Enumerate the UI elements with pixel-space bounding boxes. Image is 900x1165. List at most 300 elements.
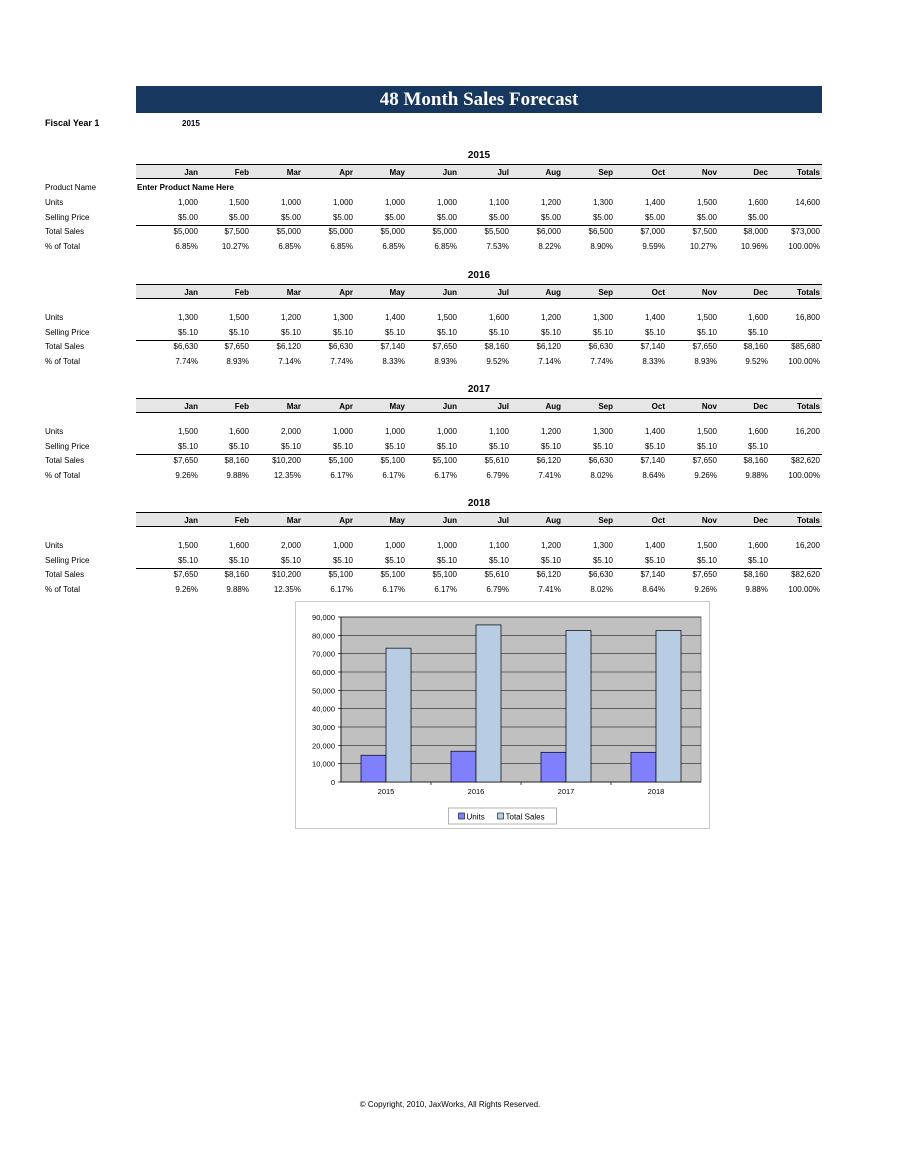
month-header-oct: Oct — [651, 516, 665, 525]
pct-total-row-label: % of Total — [45, 470, 80, 480]
month-header-dec: Dec — [753, 168, 768, 177]
pct-total-row-cell: 8.90% — [590, 241, 613, 251]
month-header-jul: Jul — [497, 288, 509, 297]
selling-price-row-cell[interactable]: $5.10 — [384, 441, 405, 451]
units-row-cell[interactable]: 2,000 — [280, 541, 301, 550]
total-sales-row-cell: $6,500 — [588, 227, 613, 236]
month-header-may: May — [389, 516, 405, 525]
units-row-cell[interactable]: 1,200 — [540, 198, 561, 207]
units-row-cell[interactable]: 1,100 — [488, 198, 509, 207]
month-header-jan: Jan — [184, 516, 198, 525]
bar-units-2018 — [631, 752, 656, 782]
y-tick-label: 20,000 — [312, 741, 335, 751]
month-header-sep: Sep — [598, 288, 613, 297]
units-row-cell[interactable]: 1,500 — [696, 541, 717, 550]
units-row-cell[interactable]: 1,000 — [436, 427, 457, 436]
legend-swatch-total-sales — [498, 813, 504, 819]
units-row-cell[interactable]: 1,000 — [332, 427, 353, 436]
total-sales-row-cell: $6,630 — [588, 570, 613, 579]
pct-total-row-cell: 100.00% — [788, 241, 820, 251]
month-header-jun: Jun — [442, 402, 457, 411]
month-header-nov: Nov — [701, 288, 717, 297]
pct-total-row-cell: 6.17% — [330, 470, 353, 480]
total-sales-row-cell: $5,000 — [328, 227, 353, 236]
month-header-may: May — [389, 168, 405, 177]
total-sales-row — [0, 456, 900, 470]
total-sales-row-cell: $7,500 — [692, 227, 717, 236]
units-row-cell[interactable]: 1,500 — [696, 313, 717, 322]
selling-price-row-cell[interactable]: $5.10 — [332, 441, 353, 451]
pct-total-row-cell: 9.88% — [745, 584, 768, 594]
total-sales-row-cell: $7,650 — [173, 570, 198, 579]
total-sales-row-cell: $7,500 — [224, 227, 249, 236]
bar-total-sales-2016 — [476, 625, 501, 782]
selling-price-row-cell[interactable]: $5.10 — [747, 555, 768, 565]
selling-price-row-cell[interactable]: $5.10 — [436, 441, 457, 451]
pct-total-row-cell: 6.85% — [434, 241, 457, 251]
month-header-nov: Nov — [701, 168, 717, 177]
month-header-apr: Apr — [339, 168, 353, 177]
selling-price-row-cell[interactable]: $5.10 — [696, 555, 717, 565]
month-header-aug: Aug — [545, 516, 561, 525]
units-row-cell[interactable]: 1,200 — [540, 427, 561, 436]
selling-price-row-cell[interactable]: $5.10 — [488, 555, 509, 565]
total-sales-row-cell: $7,000 — [640, 227, 665, 236]
total-sales-row-cell: $82,620 — [791, 570, 820, 579]
year-section-2018 — [0, 498, 900, 598]
units-row-cell[interactable]: 1,500 — [696, 427, 717, 436]
units-row — [0, 198, 900, 212]
month-header-jun: Jun — [442, 168, 457, 177]
selling-price-row-cell[interactable]: $5.10 — [540, 327, 561, 337]
units-row-cell[interactable]: 14,600 — [795, 198, 820, 207]
total-sales-row-cell: $6,630 — [588, 342, 613, 351]
selling-price-row-cell[interactable]: $5.00 — [488, 212, 509, 222]
selling-price-row-cell[interactable]: $5.10 — [280, 441, 301, 451]
pct-total-row-cell: 10.27% — [221, 241, 249, 251]
pct-total-row-cell: 9.88% — [226, 584, 249, 594]
total-sales-row-cell: $73,000 — [791, 227, 820, 236]
selling-price-row-cell[interactable]: $5.10 — [177, 327, 198, 337]
pct-total-row-cell: 9.52% — [745, 356, 768, 366]
total-sales-row-label: Total Sales — [45, 227, 85, 236]
total-sales-row-cell: $7,140 — [640, 342, 665, 351]
month-header-dec: Dec — [753, 516, 768, 525]
y-tick-label: 50,000 — [312, 686, 335, 696]
units-row-label: Units — [45, 198, 64, 207]
pct-total-row-cell: 9.26% — [694, 584, 717, 594]
selling-price-underline — [136, 340, 822, 341]
pct-total-row-cell: 8.02% — [590, 470, 613, 480]
selling-price-row-cell[interactable]: $5.00 — [644, 212, 665, 222]
pct-total-row-cell: 6.85% — [175, 241, 198, 251]
pct-total-row-cell: 12.35% — [273, 584, 301, 594]
units-row-cell[interactable]: 1,000 — [332, 541, 353, 550]
month-header-jul: Jul — [497, 168, 509, 177]
selling-price-row-cell[interactable]: $5.00 — [436, 212, 457, 222]
legend-swatch-units — [459, 813, 465, 819]
selling-price-row-cell[interactable]: $5.10 — [747, 327, 768, 337]
units-row-cell[interactable]: 1,200 — [540, 541, 561, 550]
total-sales-row — [0, 342, 900, 356]
total-sales-row-cell: $5,100 — [432, 456, 457, 465]
pct-total-row-cell: 7.14% — [278, 356, 301, 366]
pct-total-row-cell: 10.96% — [740, 241, 768, 251]
total-sales-row-cell: $6,120 — [536, 456, 561, 465]
pct-total-row — [0, 242, 900, 256]
selling-price-row-cell[interactable]: $5.10 — [384, 327, 405, 337]
total-sales-row-cell: $7,650 — [173, 456, 198, 465]
selling-price-row-cell[interactable]: $5.00 — [177, 212, 198, 222]
units-row-cell[interactable]: 1,500 — [436, 313, 457, 322]
y-tick-label: 60,000 — [312, 668, 335, 677]
total-sales-row-cell: $5,000 — [432, 227, 457, 236]
y-tick-label: 90,000 — [312, 613, 335, 622]
total-sales-row-cell: $5,000 — [380, 227, 405, 236]
units-row-cell[interactable]: 2,000 — [280, 427, 301, 436]
units-row-cell[interactable]: 1,300 — [592, 427, 613, 436]
x-tick-label: 2017 — [557, 787, 575, 796]
selling-price-row-label: Selling Price — [45, 327, 90, 337]
month-header-totals: Totals — [797, 402, 820, 411]
total-sales-row-cell: $6,630 — [328, 342, 353, 351]
pct-total-row-cell: 9.26% — [694, 470, 717, 480]
month-header-may: May — [389, 288, 405, 297]
total-sales-row-cell: $7,650 — [224, 342, 249, 351]
total-sales-row-cell: $7,140 — [640, 570, 665, 579]
x-tick-label: 2018 — [647, 787, 665, 796]
pct-total-row-cell: 9.26% — [175, 584, 198, 594]
product-name-label: Product Name — [45, 183, 97, 192]
pct-total-row-cell: 7.74% — [175, 356, 198, 366]
pct-total-row-cell: 7.53% — [486, 241, 509, 251]
selling-price-row-cell[interactable]: $5.00 — [592, 212, 613, 222]
total-sales-row-cell: $6,630 — [173, 342, 198, 351]
selling-price-row-cell[interactable]: $5.10 — [592, 441, 613, 451]
y-tick-label: 0 — [330, 778, 335, 787]
selling-price-row-cell[interactable]: $5.10 — [488, 327, 509, 337]
pct-total-row-cell: 6.17% — [382, 470, 405, 480]
month-header-sep: Sep — [598, 516, 613, 525]
month-header-jan: Jan — [184, 402, 198, 411]
total-sales-row-cell: $7,140 — [380, 342, 405, 351]
pct-total-row-cell: 6.17% — [382, 584, 405, 594]
month-header-apr: Apr — [339, 516, 353, 525]
selling-price-row-label: Selling Price — [45, 441, 90, 451]
total-sales-row-cell: $8,160 — [743, 570, 768, 579]
pct-total-row-cell: 8.93% — [434, 356, 457, 366]
total-sales-row-label: Total Sales — [45, 456, 85, 465]
total-sales-row-cell: $8,160 — [224, 570, 249, 579]
units-row-cell[interactable]: 1,000 — [280, 198, 301, 207]
total-sales-row — [0, 227, 900, 241]
fiscal-year-label: Fiscal Year 1 — [45, 118, 100, 128]
units-row-cell[interactable]: 1,400 — [644, 198, 665, 207]
pct-total-row-cell: 9.88% — [226, 470, 249, 480]
units-row-cell[interactable]: 1,500 — [696, 198, 717, 207]
units-row-cell[interactable]: 1,300 — [592, 541, 613, 550]
selling-price-row-cell[interactable]: $5.10 — [488, 441, 509, 451]
selling-price-row-cell[interactable]: $5.10 — [384, 555, 405, 565]
selling-price-row-cell[interactable]: $5.00 — [332, 212, 353, 222]
bar-units-2016 — [451, 751, 476, 782]
units-row-cell[interactable]: 1,600 — [488, 313, 509, 322]
units-row-cell[interactable]: 1,500 — [228, 313, 249, 322]
month-header-oct: Oct — [651, 402, 665, 411]
units-row-cell[interactable]: 1,000 — [384, 198, 405, 207]
units-row-cell[interactable]: 1,500 — [177, 541, 198, 550]
month-header-totals: Totals — [797, 168, 820, 177]
product-name-input[interactable]: Enter Product Name Here — [137, 183, 234, 192]
month-header-jun: Jun — [442, 288, 457, 297]
total-sales-row-cell: $6,000 — [536, 227, 561, 236]
selling-price-row-cell[interactable]: $5.10 — [696, 441, 717, 451]
month-header-nov: Nov — [701, 402, 717, 411]
total-sales-row-cell: $5,000 — [276, 227, 301, 236]
month-header-totals: Totals — [797, 288, 820, 297]
month-header-dec: Dec — [753, 402, 768, 411]
total-sales-row-cell: $6,630 — [588, 456, 613, 465]
selling-price-row-cell[interactable]: $5.10 — [332, 327, 353, 337]
year-section-2017 — [0, 384, 900, 484]
month-header-feb: Feb — [234, 288, 249, 297]
selling-price-underline — [136, 568, 822, 569]
month-header-oct: Oct — [651, 168, 665, 177]
copyright-footer: © Copyright, 2010, JaxWorks, All Rights Reserved. — [359, 1100, 541, 1109]
month-header-apr: Apr — [339, 402, 353, 411]
total-sales-row-cell: $82,620 — [791, 456, 820, 465]
units-row-cell[interactable]: 1,100 — [488, 541, 509, 550]
total-sales-row-cell: $5,100 — [328, 570, 353, 579]
selling-price-row-cell[interactable]: $5.10 — [592, 555, 613, 565]
units-row-cell[interactable]: 1,300 — [332, 313, 353, 322]
units-row-cell[interactable]: 1,500 — [177, 427, 198, 436]
units-row-cell[interactable]: 1,000 — [332, 198, 353, 207]
total-sales-row-cell: $6,120 — [536, 570, 561, 579]
units-row-cell[interactable]: 1,300 — [592, 313, 613, 322]
units-row-cell[interactable]: 16,200 — [795, 427, 820, 436]
pct-total-row-cell: 6.17% — [434, 584, 457, 594]
pct-total-row-cell: 7.14% — [538, 356, 561, 366]
units-row-cell[interactable]: 1,400 — [644, 541, 665, 550]
month-header-oct: Oct — [651, 288, 665, 297]
pct-total-row-cell: 6.85% — [278, 241, 301, 251]
pct-total-row-cell: 8.64% — [642, 584, 665, 594]
selling-price-row-cell[interactable]: $5.00 — [696, 212, 717, 222]
month-header-aug: Aug — [545, 402, 561, 411]
total-sales-row-cell: $5,500 — [484, 227, 509, 236]
pct-total-row-cell: 9.88% — [745, 470, 768, 480]
bar-total-sales-2018 — [656, 631, 681, 782]
total-sales-row-cell: $8,160 — [224, 456, 249, 465]
total-sales-row-cell: $85,680 — [791, 342, 820, 351]
selling-price-row-cell[interactable]: $5.10 — [592, 327, 613, 337]
selling-price-row-cell[interactable]: $5.10 — [696, 327, 717, 337]
total-sales-row-cell: $10,200 — [272, 456, 301, 465]
selling-price-row-label: Selling Price — [45, 212, 90, 222]
legend-label-units: Units — [466, 812, 485, 822]
pct-total-row-cell: 6.17% — [330, 584, 353, 594]
total-sales-row-cell: $5,610 — [484, 570, 509, 579]
selling-price-row-cell[interactable]: $5.00 — [747, 212, 768, 222]
selling-price-row-cell[interactable]: $5.10 — [228, 327, 249, 337]
month-header-jan: Jan — [184, 168, 198, 177]
units-row-cell[interactable]: 1,600 — [747, 541, 768, 550]
page-title: 48 Month Sales Forecast — [136, 86, 822, 113]
units-row-cell[interactable]: 1,000 — [384, 427, 405, 436]
total-sales-row-cell: $8,160 — [743, 456, 768, 465]
x-tick-label: 2015 — [377, 787, 395, 796]
units-row-cell[interactable]: 16,200 — [795, 541, 820, 550]
fiscal-year-value[interactable]: 2015 — [182, 119, 200, 128]
units-row-cell[interactable]: 1,000 — [436, 198, 457, 207]
month-header-aug: Aug — [545, 168, 561, 177]
total-sales-row-cell: $5,100 — [380, 456, 405, 465]
units-row-cell[interactable]: 1,400 — [644, 427, 665, 436]
pct-total-row-cell: 7.74% — [330, 356, 353, 366]
month-header-mar: Mar — [286, 168, 301, 177]
pct-total-row-cell: 9.26% — [175, 470, 198, 480]
x-tick-label: 2016 — [467, 787, 485, 796]
units-row-cell[interactable]: 1,300 — [177, 313, 198, 322]
selling-price-row-cell[interactable]: $5.00 — [384, 212, 405, 222]
selling-price-row-cell[interactable]: $5.10 — [436, 327, 457, 337]
units-row-cell[interactable]: 16,800 — [795, 313, 820, 322]
month-header-feb: Feb — [234, 516, 249, 525]
units-row-cell[interactable]: 1,600 — [747, 313, 768, 322]
month-header-may: May — [389, 402, 405, 411]
chart-svg — [296, 602, 709, 828]
y-tick-label: 40,000 — [312, 704, 335, 714]
total-sales-row-cell: $5,100 — [380, 570, 405, 579]
units-row-cell[interactable]: 1,400 — [644, 313, 665, 322]
units-row-cell[interactable]: 1,000 — [436, 541, 457, 550]
units-row-label: Units — [45, 313, 64, 322]
units-row-cell[interactable]: 1,000 — [177, 198, 198, 207]
pct-total-row-cell: 8.33% — [382, 356, 405, 366]
units-row-cell[interactable]: 1,200 — [280, 313, 301, 322]
month-header-row — [136, 284, 822, 299]
selling-price-row-cell[interactable]: $5.10 — [177, 441, 198, 451]
pct-total-row-cell: 12.35% — [273, 470, 301, 480]
units-row-cell[interactable]: 1,100 — [488, 427, 509, 436]
selling-price-row-cell[interactable]: $5.00 — [540, 212, 561, 222]
selling-price-row-cell[interactable]: $5.10 — [228, 555, 249, 565]
selling-price-row-cell[interactable]: $5.10 — [280, 555, 301, 565]
selling-price-row-cell[interactable]: $5.10 — [228, 441, 249, 451]
units-row-cell[interactable]: 1,500 — [228, 198, 249, 207]
y-tick-label: 10,000 — [312, 759, 335, 769]
pct-total-row — [0, 585, 900, 599]
month-header-sep: Sep — [598, 168, 613, 177]
total-sales-row-label: Total Sales — [45, 570, 85, 579]
selling-price-underline — [136, 454, 822, 455]
total-sales-row-cell: $7,650 — [692, 342, 717, 351]
selling-price-row-cell[interactable]: $5.10 — [747, 441, 768, 451]
selling-price-row-cell[interactable]: $5.10 — [280, 327, 301, 337]
year-label: 2018 — [467, 498, 491, 509]
bar-units-2017 — [541, 752, 566, 782]
sales-chart — [295, 601, 710, 829]
pct-total-row-cell: 7.41% — [538, 470, 561, 480]
units-row-cell[interactable]: 1,600 — [747, 198, 768, 207]
units-row-cell[interactable]: 1,000 — [384, 541, 405, 550]
units-row-label: Units — [45, 427, 64, 436]
selling-price-row-cell[interactable]: $5.10 — [540, 555, 561, 565]
y-tick-label: 30,000 — [312, 723, 335, 732]
total-sales-row-cell: $5,000 — [173, 227, 198, 236]
total-sales-row-cell: $6,120 — [536, 342, 561, 351]
month-header-feb: Feb — [234, 168, 249, 177]
units-row-cell[interactable]: 1,600 — [228, 541, 249, 550]
pct-total-row — [0, 357, 900, 371]
selling-price-row-cell[interactable]: $5.10 — [540, 441, 561, 451]
pct-total-row-cell: 10.27% — [689, 241, 717, 251]
month-header-jan: Jan — [184, 288, 198, 297]
units-row-cell[interactable]: 1,600 — [747, 427, 768, 436]
total-sales-row-cell: $5,100 — [328, 456, 353, 465]
pct-total-row-label: % of Total — [45, 356, 80, 366]
year-label: 2015 — [467, 150, 491, 161]
month-header-mar: Mar — [286, 516, 301, 525]
bar-total-sales-2015 — [386, 648, 411, 782]
month-header-apr: Apr — [339, 288, 353, 297]
pct-total-row-label: % of Total — [45, 584, 80, 594]
units-row-cell[interactable]: 1,400 — [384, 313, 405, 322]
units-row-cell[interactable]: 1,300 — [592, 198, 613, 207]
month-header-feb: Feb — [234, 402, 249, 411]
pct-total-row-cell: 6.79% — [486, 470, 509, 480]
pct-total-row-cell: 8.93% — [694, 356, 717, 366]
pct-total-row-cell: 7.41% — [538, 584, 561, 594]
month-header-jul: Jul — [497, 402, 509, 411]
selling-price-row-cell[interactable]: $5.10 — [644, 441, 665, 451]
month-header-aug: Aug — [545, 288, 561, 297]
pct-total-row-cell: 6.17% — [434, 470, 457, 480]
units-row-cell[interactable]: 1,600 — [228, 427, 249, 436]
total-sales-row-cell: $7,650 — [432, 342, 457, 351]
units-row-cell[interactable]: 1,200 — [540, 313, 561, 322]
pct-total-row-label: % of Total — [45, 241, 80, 251]
selling-price-row-cell[interactable]: $5.10 — [332, 555, 353, 565]
pct-total-row — [0, 471, 900, 485]
selling-price-row-cell[interactable]: $5.00 — [228, 212, 249, 222]
pct-total-row-cell: 8.33% — [642, 356, 665, 366]
month-header-totals: Totals — [797, 516, 820, 525]
year-label: 2017 — [467, 384, 491, 395]
selling-price-row-cell[interactable]: $5.10 — [436, 555, 457, 565]
total-sales-row-cell: $5,610 — [484, 456, 509, 465]
total-sales-row-cell: $7,650 — [692, 456, 717, 465]
pct-total-row-cell: 6.85% — [382, 241, 405, 251]
selling-price-row-cell[interactable]: $5.10 — [644, 327, 665, 337]
product-name-row — [0, 183, 900, 197]
y-tick-label: 70,000 — [312, 649, 335, 659]
total-sales-row-cell: $8,160 — [743, 342, 768, 351]
year-section-2016 — [0, 270, 900, 370]
month-header-mar: Mar — [286, 402, 301, 411]
total-sales-row-cell: $5,100 — [432, 570, 457, 579]
total-sales-row-cell: $8,160 — [484, 342, 509, 351]
bar-units-2015 — [361, 755, 386, 782]
bar-total-sales-2017 — [566, 631, 591, 782]
pct-total-row-cell: 9.52% — [486, 356, 509, 366]
pct-total-row-cell: 6.85% — [330, 241, 353, 251]
month-header-mar: Mar — [286, 288, 301, 297]
selling-price-row-cell[interactable]: $5.10 — [177, 555, 198, 565]
selling-price-row-cell[interactable]: $5.00 — [280, 212, 301, 222]
selling-price-row-cell[interactable]: $5.10 — [644, 555, 665, 565]
